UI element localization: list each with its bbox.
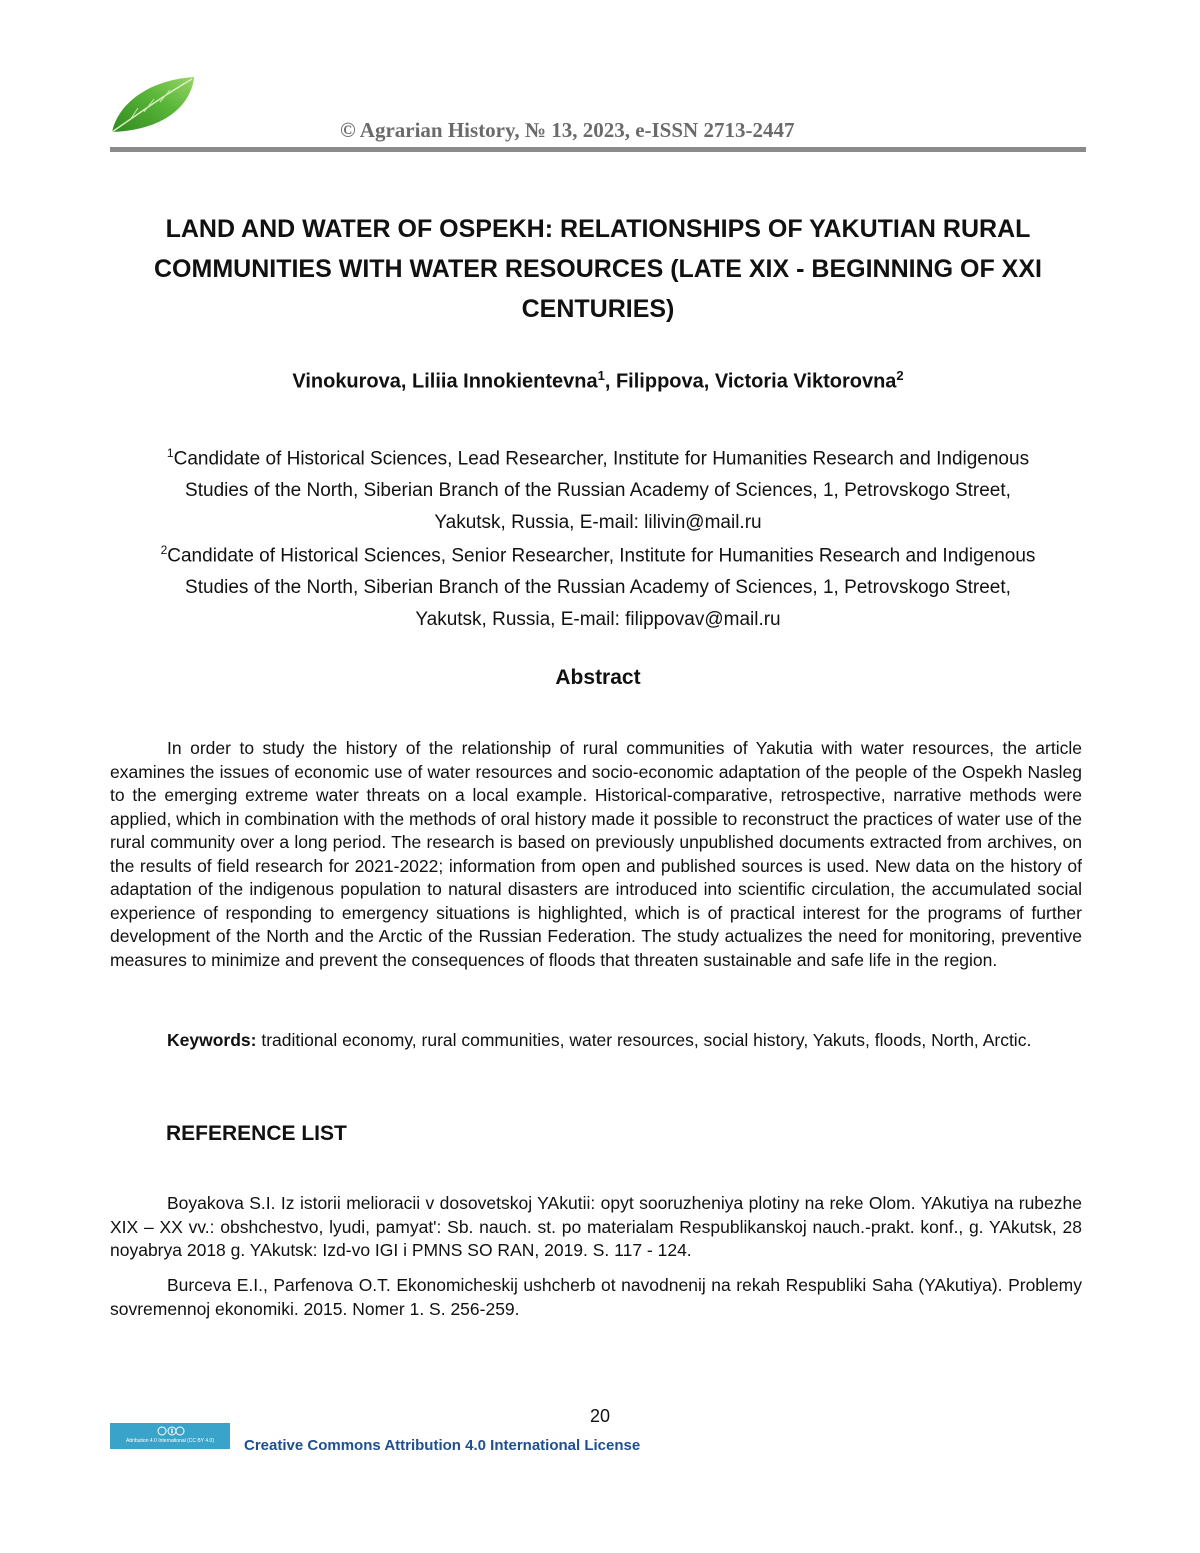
creative-commons-icon — [156, 1426, 186, 1436]
author-separator: , — [604, 370, 616, 393]
license-link[interactable]: Creative Commons Attribution 4.0 International License — [244, 1437, 641, 1454]
article-title: LAND AND WATER OF OSPEKH: RELATIONSHIPS OF YAKUTIAN RURAL COMMUNITIES WITH WATER RESOURCES (LATE XIX - BEGINNING OF XXI CENTURIES) — [154, 215, 1042, 323]
cc-badge-text: Attribution 4.0 International (CC BY 4.0) — [125, 1438, 214, 1444]
page-number: 20 — [589, 1406, 611, 1426]
author-1-sup: 1 — [597, 368, 605, 383]
keywords-text: traditional economy, rural communities, water resources, social history, Yakuts, floods, North, Arctic. — [256, 1030, 1032, 1050]
authors-line — [110, 368, 1086, 394]
affiliation-1 — [150, 437, 1046, 539]
cc-badge[interactable] — [110, 1423, 230, 1449]
journal-header: © Agrarian History, № 13, 2023, e-ISSN 2713-2447 — [340, 118, 795, 142]
reference-list-heading: REFERENCE LIST — [166, 1122, 347, 1145]
author-1: Vinokurova, Liliia Innokientevna — [292, 370, 598, 393]
author-2-sup: 2 — [896, 368, 904, 383]
keywords-label: Keywords: — [167, 1030, 257, 1050]
affiliation-2 — [150, 534, 1046, 636]
author-2: Filippova, Victoria Viktorovna — [615, 370, 897, 393]
abstract-text: In order to study the history of the relationship of rural communities of Yakutia with water resources, the article examines the issues of economic use of water resources and socio-economic adaptation of the people of the Ospekh Nasleg to the emerging extreme water threats on a local example. Historical-comparative, retrospective, narrative methods were applied, which in combination with the methods of oral history made it possible to reconstruct the practices of water use of the rural community over a long period. The research is based on previously unpublished documents extracted from archives, on the results of field research for 2021-2022; information from open and published sources is used. New data on the history of adaptation of the indigenous population to natural disasters are introduced into scientific circulation, the accumulated social experience of responding to emergency situations is highlighted, which is of practical interest for the programs of further development of the North and the Arctic of the Russian Federation. The study actualizes the need for monitoring, preventive measures to minimize and prevent the consequences of floods that threaten sustainable and safe life in the region. — [110, 738, 1082, 970]
affiliation-2-text: Candidate of Historical Sciences, Senior Researcher, Institute for Humanities Research and Indigenous Studies of the North, Siberian Branch of the Russian Academy of Sciences, 1, Petrovskogo Street, Yakutsk, Russia, E-mail: filippovav@mail.ru — [167, 545, 1036, 631]
reference-item: Burceva E.I., Parfenova O.T. Ekonomicheskij ushcherb ot navodnenij na rekah Respubliki Saha (YAkutiya). Problemy sovremennoj ekonomiki. 2015. Nomer 1. S. 256-259. — [110, 1275, 1082, 1319]
reference-item: Boyakova S.I. Iz istorii melioracii v dosovetskoj YAkutii: opyt sooruzheniya plotiny na reke Olom. YAkutiya na rubezhe XIX – XX vv.: obshchestvo, lyudi, pamyat': Sb. nauch. st. po materialam Respublikanskoj nauch.-prakt. konf., g. YAkutsk, 28 noyabrya 2018 g. YAkutsk: Izd-vo IGI i PMNS SO RAN, 2019. S. 117 - 124. — [110, 1193, 1082, 1260]
header-rule — [110, 147, 1086, 152]
leaf-icon — [108, 74, 200, 136]
abstract-heading: Abstract — [555, 666, 641, 689]
affiliation-1-text: Candidate of Historical Sciences, Lead Researcher, Institute for Humanities Research and Indigenous Studies of the North, Siberian Branch of the Russian Academy of Sciences, 1, Petrovskogo Street, Yakutsk, Russia, E-mail: lilivin@mail.ru — [173, 448, 1030, 534]
affiliation-2-sup: 2 — [160, 543, 168, 557]
affiliation-1-sup: 1 — [166, 446, 174, 460]
keywords — [110, 1029, 1082, 1053]
